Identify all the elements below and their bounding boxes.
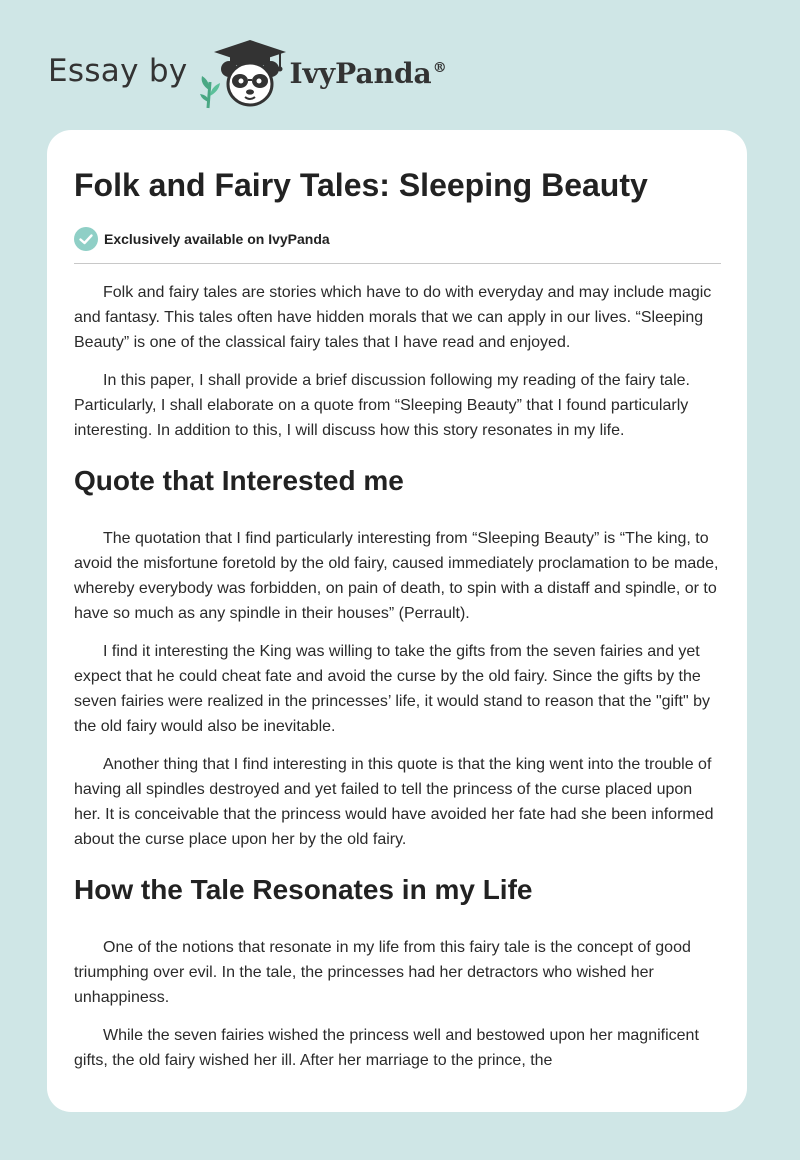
essay-card xyxy=(47,130,747,1112)
exclusive-badge xyxy=(74,226,721,252)
page-title: Folk and Fairy Tales: Sleeping Beauty xyxy=(74,167,648,203)
body-paragraph: Another thing that I find interesting in this quote is that the king went into the trouble of having all spindles destroyed and yet failed to tell the princess of the curse placed upon her. It is conceivable that the princess would have avoided her fate had she been informed about the curse place upon her by the old fairy. xyxy=(74,756,714,848)
intro-paragraph: Folk and fairy tales are stories which have to do with everyday and may include magic and fantasy. This tales often have hidden morals that we can apply in our lives. “Sleeping Beauty” is one of the classical fairy tales that I have read and enjoyed. xyxy=(74,284,712,351)
body-paragraph: One of the notions that resonate in my life from this fairy tale is the concept of good triumphing over evil. In the tale, the princesses had her detractors who wished her unhappiness. xyxy=(74,939,691,1006)
checkmark-icon xyxy=(74,227,98,251)
ivypanda-brand[interactable] xyxy=(290,57,447,90)
site-header xyxy=(48,34,447,114)
divider xyxy=(74,263,721,264)
section-heading-quote: Quote that Interested me xyxy=(74,465,404,496)
exclusive-text: Exclusively available on IvyPanda xyxy=(104,231,330,247)
section-heading-resonates: How the Tale Resonates in my Life xyxy=(74,874,533,905)
brand-name-text: IvyPanda xyxy=(289,56,432,90)
essay-by-label: Essay by xyxy=(48,53,188,89)
body-paragraph: I find it interesting the King was willing to take the gifts from the seven fairies and yet expect that he could cheat fate and avoid the curse by the old fairy. Since the gifts by the seven fairies were realized in the princesses’ life, it would stand to reason that the "gift" by the old fairy would also be inevitable. xyxy=(74,643,710,735)
registered-mark: ® xyxy=(432,60,447,77)
panda-logo-icon[interactable] xyxy=(200,38,288,110)
body-paragraph: The quotation that I find particularly interesting from “Sleeping Beauty” is “The king, to avoid the misfortune foretold by the old fairy, caused immediately proclamation to be made, whereby everybody was forbidden, on pain of death, to spin with a distaff and spindle, or to have so much as any spindle in their houses” (Perrault). xyxy=(74,530,719,622)
intro-paragraph: In this paper, I shall provide a brief discussion following my reading of the fairy tale. Particularly, I shall elaborate on a quote from “Sleeping Beauty” that I found particularly interesting. In addition to this, I will discuss how this story resonates in my life. xyxy=(74,372,690,439)
body-paragraph: While the seven fairies wished the princess well and bestowed upon her magnificent gifts, the old fairy wished her ill. After her marriage to the prince, the xyxy=(74,1027,699,1069)
